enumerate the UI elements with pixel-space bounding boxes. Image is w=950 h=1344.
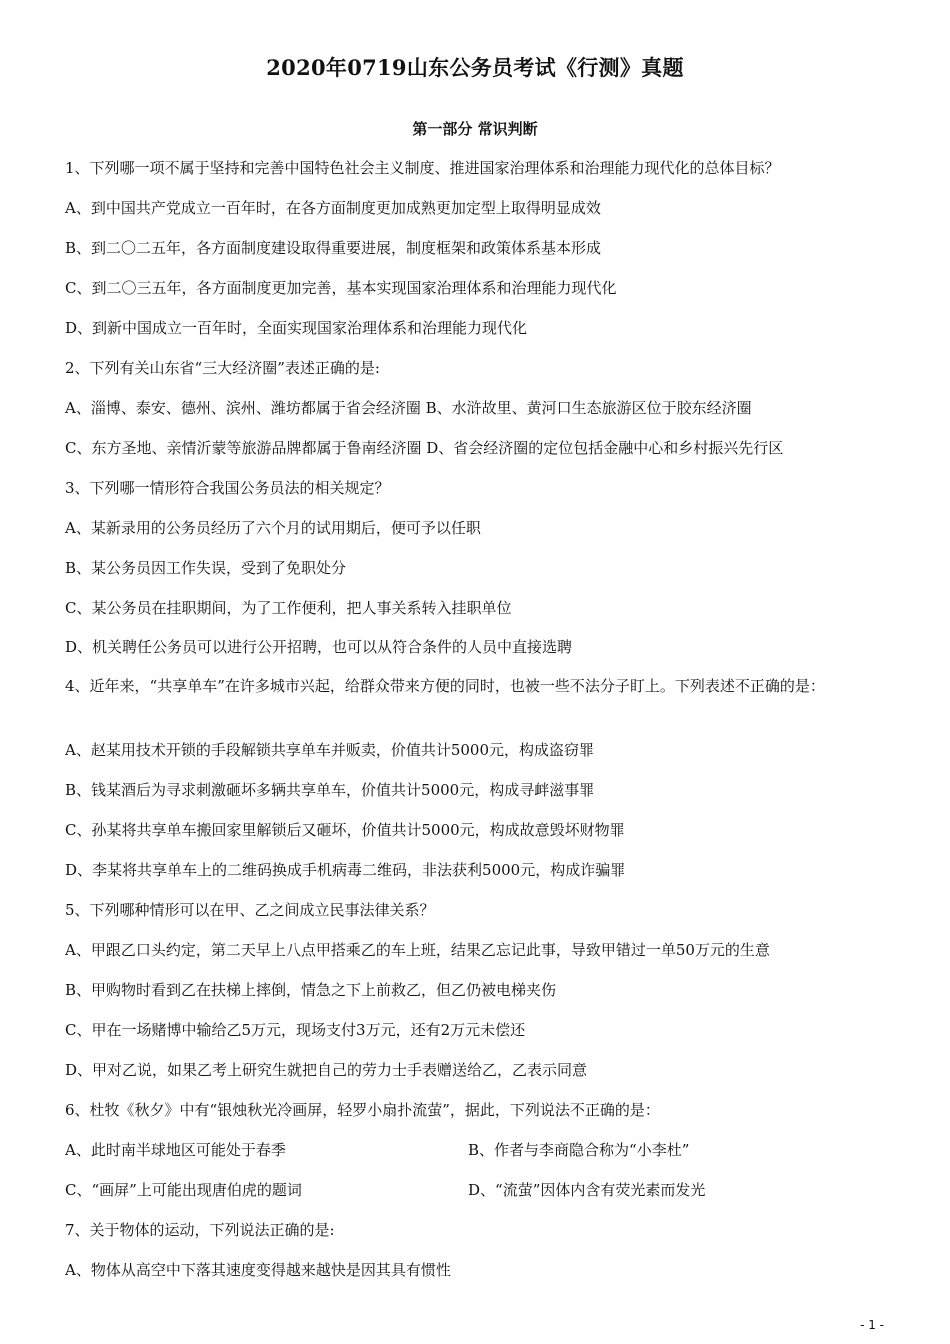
- question-2-options-cd: C、东方圣地、亲情沂蒙等旅游品牌都属于鲁南经济圈 D、省会经济圈的定位包括金融中心和乡村振兴先行区: [65, 439, 784, 457]
- question-5-stem: 5、下列哪种情形可以在甲、乙之间成立民事法律关系？: [65, 901, 435, 919]
- question-5-option-c: C、甲在一场赌博中输给乙5万元，现场支付3万元，还有2万元未偿还: [65, 1021, 526, 1039]
- section-heading: 第一部分 常识判断: [412, 120, 538, 138]
- question-5-option-b: B、甲购物时看到乙在扶梯上摔倒，情急之下上前救乙，但乙仍被电梯夹伤: [65, 981, 557, 999]
- question-3-option-a: A、某新录用的公务员经历了六个月的试用期后，便可予以任职: [65, 519, 481, 537]
- question-6-stem: 6、杜牧《秋夕》中有“银烛秋光冷画屏，轻罗小扇扑流萤”，据此，下列说法不正确的是：: [65, 1101, 660, 1119]
- question-4-option-d: D、李某将共享单车上的二维码换成手机病毒二维码，非法获利5000元，构成诈骗罪: [65, 861, 626, 879]
- question-7-option-a: A、物体从高空中下落其速度变得越来越快是因其具有惯性: [65, 1261, 451, 1279]
- question-1-option-a: A、到中国共产党成立一百年时，在各方面制度更加成熟更加定型上取得明显成效: [65, 199, 601, 217]
- question-6-option-b: B、作者与李商隐合称为“小李杜”: [468, 1141, 690, 1159]
- question-4-option-b: B、钱某酒后为寻求刺激砸坏多辆共享单车，价值共计5000元，构成寻衅滋事罪: [65, 781, 595, 799]
- question-3-option-c: C、某公务员在挂职期间，为了工作便利，把人事关系转入挂职单位: [65, 599, 512, 617]
- question-1-option-d: D、到新中国成立一百年时，全面实现国家治理体系和治理能力现代化: [65, 319, 528, 337]
- page-number: - 1 -: [860, 1318, 884, 1332]
- question-4-option-a: A、赵某用技术开锁的手段解锁共享单车并贩卖，价值共计5000元，构成盗窃罪: [65, 741, 595, 759]
- question-7-stem: 7、关于物体的运动，下列说法正确的是:: [65, 1221, 335, 1239]
- question-5-option-a: A、甲跟乙口头约定，第二天早上八点甲搭乘乙的车上班，结果乙忘记此事，导致甲错过一单50万元的生意: [65, 941, 770, 959]
- question-4-stem: 4、近年来，“共享单车”在许多城市兴起，给群众带来方便的同时，也被一些不法分子盯上。下列表述不正确的是：: [65, 677, 825, 695]
- document-title: 2020年0719山东公务员考试《行测》真题: [266, 55, 684, 80]
- question-6-option-a: A、此时南半球地区可能处于春季: [65, 1141, 286, 1159]
- question-6-option-c: C、“画屏”上可能出现唐伯虎的题词: [65, 1181, 302, 1199]
- question-3-stem: 3、下列哪一情形符合我国公务员法的相关规定？: [65, 479, 390, 497]
- question-2-stem: 2、下列有关山东省“三大经济圈”表述正确的是:: [65, 359, 380, 377]
- question-1-option-b: B、到二〇二五年，各方面制度建设取得重要进展，制度框架和政策体系基本形成: [65, 239, 602, 257]
- question-1-stem: 1、下列哪一项不属于坚持和完善中国特色社会主义制度、推进国家治理体系和治理能力现代化的总体目标？: [65, 159, 780, 177]
- question-3-option-d: D、机关聘任公务员可以进行公开招聘，也可以从符合条件的人员中直接选聘: [65, 638, 573, 656]
- question-2-options-ab: A、淄博、泰安、德州、滨州、潍坊都属于省会经济圈 B、水浒故里、黄河口生态旅游区位于胶东经济圈: [65, 399, 752, 417]
- question-3-option-b: B、某公务员因工作失误，受到了免职处分: [65, 559, 347, 577]
- question-6-option-d: D、“流萤”因体内含有荧光素而发光: [468, 1181, 706, 1199]
- question-1-option-c: C、到二〇三五年，各方面制度更加完善，基本实现国家治理体系和治理能力现代化: [65, 279, 617, 297]
- question-4-option-c: C、孙某将共享单车搬回家里解锁后又砸坏，价值共计5000元，构成故意毁坏财物罪: [65, 821, 625, 839]
- question-5-option-d: D、甲对乙说，如果乙考上研究生就把自己的劳力士手表赠送给乙，乙表示同意: [65, 1061, 588, 1079]
